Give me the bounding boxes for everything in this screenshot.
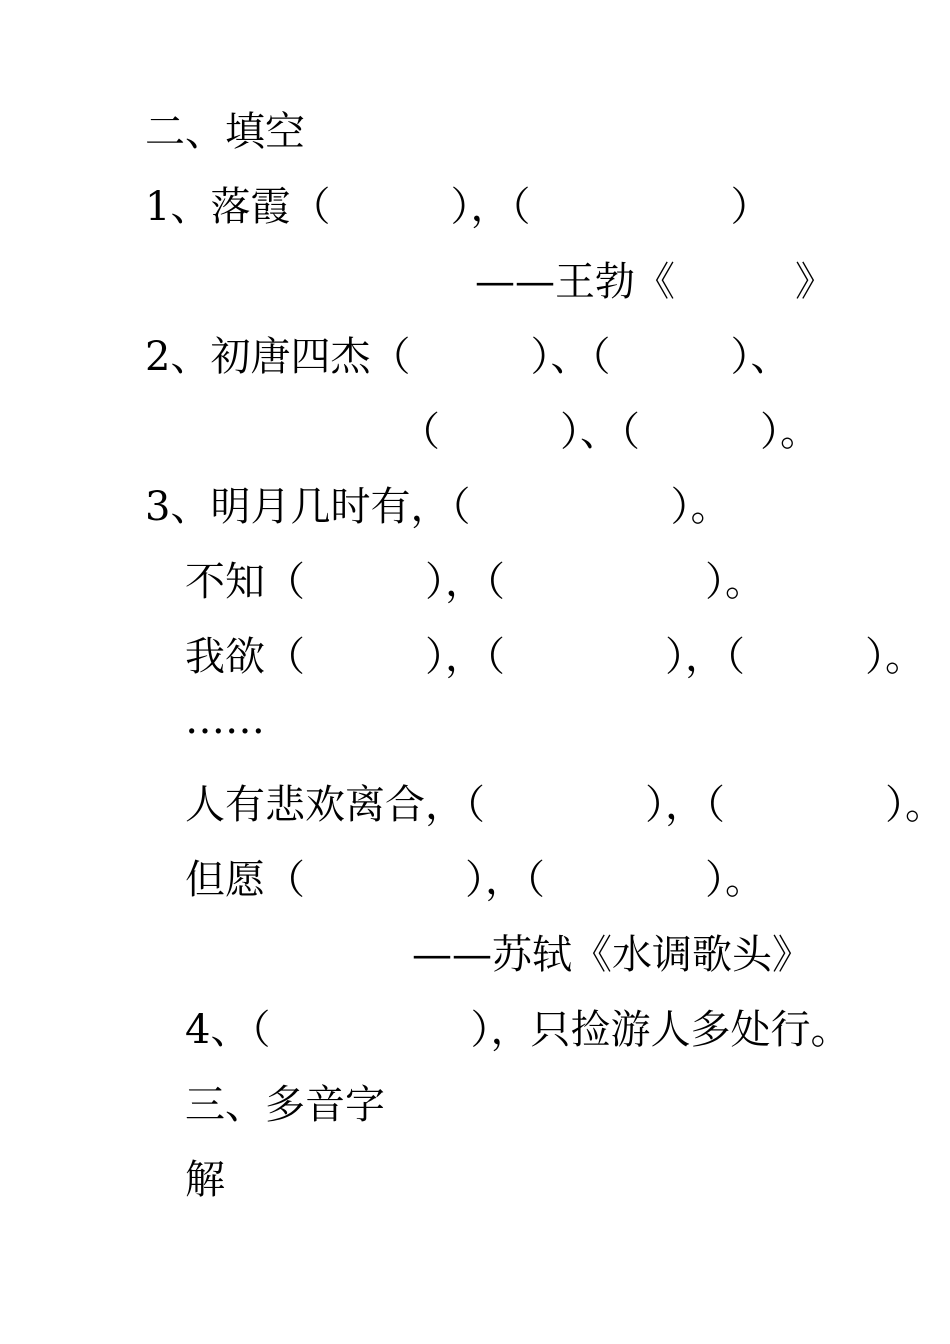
question-4-line: 4、（ ），只捡游人多处行。 (185, 1007, 851, 1053)
section-heading-polyphone: 三、多音字 (185, 1082, 385, 1128)
question-3-line-4: 人有悲欢离合，（ ），（ ）。 (185, 782, 945, 828)
polyphone-item-1: 解 (185, 1157, 225, 1203)
question-3-line-1: 3、明月几时有，（ ）。 (145, 484, 731, 530)
question-3-line-3: 我欲（ ），（ ），（ ）。 (185, 634, 925, 680)
question-3-ellipsis: …… (185, 697, 265, 743)
question-3-author: ——苏轼《水调歌头》 (412, 932, 812, 978)
section-heading-fill-blank: 二、填空 (145, 109, 305, 155)
question-2-line-1: 2、初唐四杰（ ）、（ ）、 (145, 334, 791, 380)
question-3-line-2: 不知（ ），（ ）。 (185, 559, 765, 605)
question-1-line: 1、落霞（ ），（ ） (145, 184, 771, 230)
question-1-author: ——王勃《 》 (475, 259, 835, 305)
question-2-line-2: （ ）、（ ）。 (400, 409, 820, 455)
question-3-line-5: 但愿（ ），（ ）。 (185, 857, 765, 903)
